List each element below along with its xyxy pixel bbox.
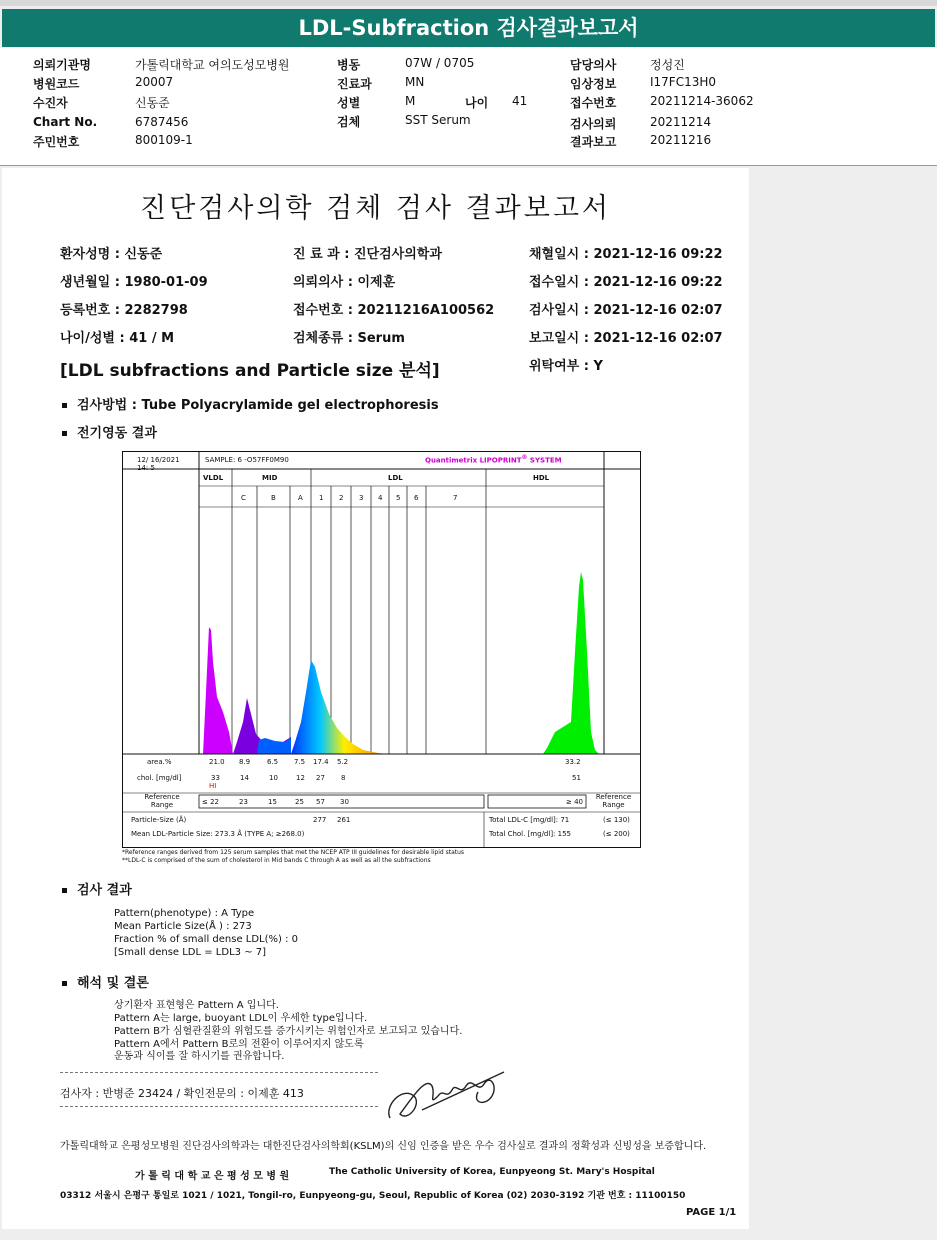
- info-received: 접수일시 : 2021-12-16 09:22: [529, 275, 723, 290]
- band-label: 1: [319, 494, 324, 502]
- header-label: 병원코드: [33, 77, 80, 91]
- electrophoresis-plot: [123, 452, 640, 847]
- header-label: 성별: [337, 96, 361, 110]
- group-vldl: VLDL: [203, 474, 224, 482]
- band-label: 2: [339, 494, 344, 502]
- header-label: 수진자: [33, 96, 68, 110]
- result-line: [Small dense LDL = LDL3 ~ 7]: [114, 947, 267, 958]
- band-label: C: [241, 494, 246, 502]
- total-ldl-ref: (≤ 130): [603, 816, 630, 824]
- band-label: B: [271, 494, 276, 502]
- report-banner: [2, 9, 935, 47]
- interp-line: 상기환자 표현형은 Pattern A 입니다.: [114, 1000, 279, 1011]
- info-tested: 검사일시 : 2021-12-16 02:07: [529, 303, 723, 318]
- method-line: [62, 394, 439, 413]
- header-value: 07W / 0705: [405, 56, 475, 70]
- ref-value: 25: [295, 798, 304, 806]
- band-label: A: [298, 494, 303, 502]
- age-value: 41: [512, 94, 528, 108]
- graph-date: 12/ 16/2021: [137, 456, 180, 464]
- header-label: 접수번호: [570, 96, 617, 110]
- info-birthdate: 생년월일 : 1980-01-09: [60, 275, 208, 290]
- info-age-sex: 나이/성별 : 41 / M: [60, 331, 175, 346]
- inspector-line: 검사자 : 반병준 23424 / 확인전문의 : 이제훈 413: [60, 1087, 304, 1100]
- header-label: 주민번호: [33, 135, 80, 149]
- header-value: 20211214: [650, 115, 712, 129]
- banner-title: LDL-Subfraction 검사결과보고서: [298, 16, 639, 40]
- hospital-name-kr: 가 톨 릭 대 학 교 은 평 성 모 병 원: [135, 1171, 290, 1182]
- area-value: 21.0: [209, 758, 225, 766]
- group-hdl: HDL: [533, 474, 550, 482]
- interp-line: 운동과 식이를 잘 하시기를 권유합니다.: [114, 1051, 285, 1062]
- interp-line: Pattern A는 large, buoyant LDL이 우세한 type입니다.: [114, 1013, 368, 1024]
- interp-line: Pattern A에서 Pattern B로의 전환이 이루어지지 않도록: [114, 1039, 364, 1050]
- header-label: Chart No.: [33, 115, 98, 129]
- info-department: 진 료 과 : 진단검사의학과: [293, 247, 442, 262]
- result-heading: [62, 879, 132, 898]
- bullet-icon: [62, 888, 67, 893]
- interp-title: 해석 및 결론: [77, 976, 149, 991]
- header-value: 가톨릭대학교 여의도성모병원: [135, 58, 290, 72]
- report-title: 진단검사의학 검체 검사 결과보고서: [140, 193, 611, 224]
- interp-line: Pattern B가 심혈관질환의 위험도를 증가시키는 위험인자로 보고되고 있습니다.: [114, 1026, 463, 1037]
- info-doctor: 의뢰의사 : 이제훈: [293, 275, 396, 290]
- graph-note-2: **LDL-C is comprised of the sum of cholesterol in Mid bands C through A as well as all the subfractions: [122, 857, 431, 864]
- ref-value: 30: [340, 798, 349, 806]
- psize-value: 261: [337, 816, 351, 824]
- header-value: 800109-1: [135, 133, 193, 147]
- header-value: MN: [405, 75, 425, 89]
- graph-brand: [425, 454, 562, 464]
- result-title: 검사 결과: [77, 883, 132, 898]
- area-value: 6.5: [267, 758, 279, 766]
- group-mid: MID: [262, 474, 278, 482]
- area-value: 17.4: [313, 758, 329, 766]
- header-value: 20007: [135, 75, 174, 89]
- chol-value: 8: [341, 774, 346, 782]
- header-value: 신동준: [135, 96, 170, 110]
- header-value: 6787456: [135, 115, 189, 129]
- header-label: 의뢰기관명: [33, 58, 91, 72]
- header-value: 20211214-36062: [650, 94, 754, 108]
- header-label: 결과보고: [570, 135, 617, 149]
- band-label: 4: [378, 494, 383, 502]
- row-label-chol: chol. [mg/dl]: [137, 774, 182, 782]
- header-value: SST Serum: [405, 113, 471, 127]
- area-value: 33.2: [565, 758, 581, 766]
- row-label-area: area.%: [147, 758, 172, 766]
- header-label: 진료과: [337, 77, 372, 91]
- header-value: I17FC13H0: [650, 75, 717, 89]
- row-label-ref: Reference Range: [144, 793, 180, 809]
- hospital-address: 03312 서울시 은평구 통일로 1021 / 1021, Tongil-ro, Eunpyeong-gu, Seoul, Republic of Korea (02) 2030-3192 기관 번호 : 11100150: [60, 1191, 686, 1201]
- electro-title: 전기영동 결과: [77, 426, 157, 441]
- method-text: 검사방법 : Tube Polyacrylamide gel electrophoresis: [77, 398, 439, 413]
- top-strip: [0, 0, 937, 6]
- chol-value: 51: [572, 774, 581, 782]
- total-chol: Total Chol. [mg/dl]: 155: [489, 830, 571, 838]
- brand-system: SYSTEM: [527, 456, 562, 465]
- band-label: 5: [396, 494, 401, 502]
- row-label-psize: Particle-Size (Å): [131, 816, 187, 824]
- ref-right-label: Reference Range: [595, 793, 632, 809]
- graph-time: 14: 5: [137, 464, 155, 472]
- header-label: 검사의뢰: [570, 117, 617, 131]
- result-line: Pattern(phenotype) : A Type: [114, 908, 255, 919]
- result-line: Mean Particle Size(Å ) : 273: [114, 921, 252, 932]
- graph-note-1: *Reference ranges derived from 125 serum samples that met the NCEP ATP III guidelines for desirable lipid status: [122, 849, 465, 856]
- request-header: [0, 48, 937, 166]
- header-value: 20211216: [650, 133, 712, 147]
- ref-value: ≤ 22: [202, 798, 219, 806]
- chol-value: 27: [316, 774, 325, 782]
- bullet-icon: [62, 403, 67, 408]
- header-value: 정성진: [650, 58, 685, 72]
- info-collected: 채혈일시 : 2021-12-16 09:22: [529, 247, 723, 262]
- area-value: 8.9: [239, 758, 251, 766]
- info-accession: 접수번호 : 20211216A100562: [293, 303, 495, 318]
- graph-sample: SAMPLE: 6 -O57FF0M90: [205, 456, 289, 464]
- bullet-icon: [62, 981, 67, 986]
- header-label: 검체: [337, 115, 361, 129]
- brand-reg: ®: [521, 454, 528, 461]
- brand-name: Quantimetrix LIPOPRINT: [425, 456, 522, 465]
- bullet-icon: [62, 431, 67, 436]
- page-number: PAGE 1/1: [686, 1207, 737, 1218]
- divider: [60, 1072, 378, 1073]
- info-specimen: 검체종류 : Serum: [293, 331, 405, 346]
- age-label: 나이: [465, 96, 489, 110]
- total-ldl: Total LDL-C [mg/dl]: 71: [489, 816, 570, 824]
- psize-value: 277: [313, 816, 327, 824]
- chol-value: 10: [269, 774, 278, 782]
- hi-flag: HI: [209, 782, 217, 790]
- divider: [60, 1106, 378, 1107]
- header-value: M: [405, 94, 416, 108]
- total-chol-ref: (≤ 200): [603, 830, 630, 838]
- consign-status: 위탁여부 : Y: [529, 359, 603, 374]
- info-reported: 보고일시 : 2021-12-16 02:07: [529, 331, 723, 346]
- header-label: 병동: [337, 58, 361, 72]
- hospital-name-en: The Catholic University of Korea, Eunpyeong St. Mary's Hospital: [329, 1167, 655, 1177]
- section-title: [LDL subfractions and Particle size 분석]: [60, 361, 440, 381]
- group-ldl: LDL: [388, 474, 403, 482]
- header-label: 담당의사: [570, 58, 617, 72]
- result-line: Fraction % of small dense LDL(%) : 0: [114, 934, 299, 945]
- info-patient-name: 환자성명 : 신동준: [60, 247, 163, 262]
- ref-value: 23: [239, 798, 248, 806]
- band-label: 6: [414, 494, 419, 502]
- area-value: 7.5: [294, 758, 306, 766]
- chol-value: 12: [296, 774, 305, 782]
- signature-image: [382, 1066, 512, 1126]
- mean-ldl-size: Mean LDL-Particle Size: 273.3 Å (TYPE A; ≥268.0): [131, 830, 305, 838]
- ref-hdl-value: ≥ 40: [566, 798, 583, 806]
- report-page: [2, 168, 749, 1229]
- band-label: 7: [453, 494, 458, 502]
- electrophoresis-panel: [122, 451, 641, 848]
- interp-heading: [62, 972, 149, 991]
- chol-value: 33: [211, 774, 220, 782]
- header-label: 임상정보: [570, 77, 617, 91]
- certification-text: 가톨릭대학교 은평성모병원 진단검사의학과는 대한진단검사의학회(KSLM)의 신임 인증을 받은 우수 검사실로 결과의 정확성과 신빙성을 보증합니다.: [60, 1141, 707, 1152]
- area-value: 5.2: [337, 758, 349, 766]
- chol-value: 14: [240, 774, 249, 782]
- band-label: 3: [359, 494, 364, 502]
- ref-value: 15: [268, 798, 277, 806]
- info-reg-no: 등록번호 : 2282798: [60, 303, 188, 318]
- electro-heading: [62, 422, 157, 441]
- ref-value: 57: [316, 798, 325, 806]
